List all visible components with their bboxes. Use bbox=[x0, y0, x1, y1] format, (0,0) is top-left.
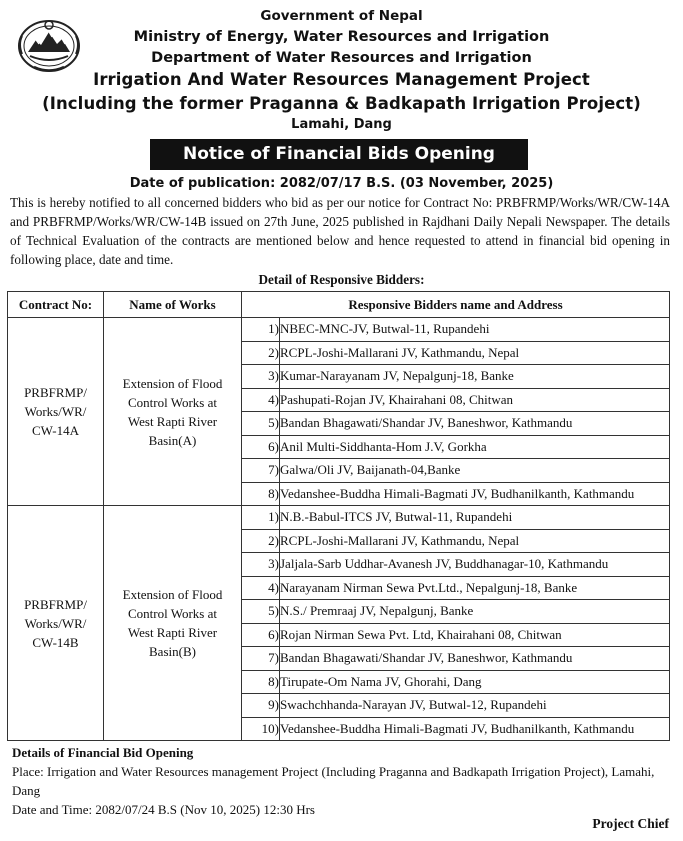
table-caption: Detail of Responsive Bidders: bbox=[258, 272, 425, 287]
works-line: Control Works at bbox=[128, 394, 217, 410]
bidder-name-address: NBEC-MNC-JV, Butwal-11, Rupandehi bbox=[280, 318, 670, 342]
bidder-name-address: Vedanshee-Buddha Himali-Bagmati JV, Budhanilkanth, Kathmandu bbox=[280, 717, 670, 741]
bidder-name-address: RCPL-Joshi-Mallarani JV, Kathmandu, Nepal bbox=[280, 529, 670, 553]
government-name: Government of Nepal bbox=[260, 8, 423, 24]
bidder-number: 7) bbox=[242, 647, 280, 671]
header-contract-no: Contract No: bbox=[8, 292, 104, 318]
bidder-number: 4) bbox=[242, 388, 280, 412]
project-location: Lamahi, Dang bbox=[291, 117, 392, 132]
responsive-bidders-table bbox=[7, 291, 670, 741]
bidder-number: 2) bbox=[242, 529, 280, 553]
bidder-number: 5) bbox=[242, 600, 280, 624]
contract-number-line: PRBFRMP/ bbox=[24, 385, 87, 400]
contract-number-cell bbox=[8, 318, 104, 506]
table-row bbox=[8, 506, 670, 530]
table-row bbox=[8, 318, 670, 342]
bidder-name-address: Bandan Bhagawati/Shandar JV, Baneshwor, Kathmandu bbox=[280, 647, 670, 671]
details-datetime: Date and Time: 2082/07/24 B.S (Nov 10, 2025) 12:30 Hrs bbox=[12, 802, 315, 817]
bidder-number: 3) bbox=[242, 365, 280, 389]
publication-date: Date of publication: 2082/07/17 B.S. (03 November, 2025) bbox=[129, 176, 554, 191]
bidder-name-address: Narayanam Nirman Sewa Pvt.Ltd., Nepalgunj-18, Banke bbox=[280, 576, 670, 600]
contract-number-cell bbox=[8, 506, 104, 741]
bidder-number: 2) bbox=[242, 341, 280, 365]
works-line: Basin(B) bbox=[149, 644, 196, 659]
notice-title-banner: Notice of Financial Bids Opening bbox=[150, 139, 528, 170]
works-line: West Rapti River bbox=[127, 625, 218, 640]
works-line: Extension of Flood bbox=[122, 587, 223, 602]
table-body bbox=[8, 318, 670, 741]
bidder-name-address: N.S./ Premraaj JV, Nepalgunj, Banke bbox=[280, 600, 670, 624]
details-heading: Details of Financial Bid Opening bbox=[12, 745, 194, 760]
bidder-name-address: N.B.-Babul-ITCS JV, Butwal-11, Rupandehi bbox=[280, 506, 670, 530]
bidder-name-address: Swachchhanda-Narayan JV, Butwal-12, Rupandehi bbox=[280, 694, 670, 718]
contract-number-line: Works/WR/ bbox=[24, 404, 87, 419]
header-responsive-bidders: Responsive Bidders name and Address bbox=[242, 292, 670, 318]
works-line: Basin(A) bbox=[148, 432, 197, 448]
bidder-number: 8) bbox=[242, 670, 280, 694]
bidder-name-address: Vedanshee-Buddha Himali-Bagmati JV, Budhanilkanth, Kathmandu bbox=[280, 482, 670, 506]
bidder-name-address: Pashupati-Rojan JV, Khairahani 08, Chitwan bbox=[280, 388, 670, 412]
details-place: Place: Irrigation and Water Resources management Project (Including Praganna and Badkapath Irrigation Project), Lamahi, Dang bbox=[12, 764, 655, 798]
bidder-name-address: Anil Multi-Siddhanta-Hom J.V, Gorkha bbox=[280, 435, 670, 459]
bidder-number: 10) bbox=[242, 717, 280, 741]
bidder-number: 6) bbox=[242, 435, 280, 459]
bidder-number: 4) bbox=[242, 576, 280, 600]
bidder-number: 7) bbox=[242, 459, 280, 483]
table-header-row bbox=[8, 292, 670, 318]
bidder-number: 6) bbox=[242, 623, 280, 647]
intro-paragraph: This is hereby notified to all concerned bidders who bid as per our notice for Contract No: PRBFRMP/Works/WR/CW-14A and PRBFRMP/Works/WR/CW-14B issued on 27th June, 2025 published in Rajdhani Daily Nepali Newspaper. The details of Technical Evaluation of the contracts are mentioned below and hence requested to attend in financial bid opening in following place, date and time. bbox=[10, 195, 670, 267]
financial-bid-opening-details bbox=[12, 743, 672, 819]
bidder-name-address: RCPL-Joshi-Mallarani JV, Kathmandu, Nepal bbox=[280, 341, 670, 365]
signature-project-chief: Project Chief bbox=[592, 816, 669, 831]
name-of-works-cell bbox=[104, 506, 242, 741]
bidder-number: 1) bbox=[242, 506, 280, 530]
bidder-number: 3) bbox=[242, 553, 280, 577]
name-of-works-cell bbox=[104, 318, 242, 506]
department-name: Department of Water Resources and Irrigation bbox=[151, 50, 532, 66]
bidder-name-address: Kumar-Narayanam JV, Nepalgunj-18, Banke bbox=[280, 365, 670, 389]
bidder-name-address: Tirupate-Om Nama JV, Ghorahi, Dang bbox=[280, 670, 670, 694]
works-line: Control Works at bbox=[128, 606, 217, 621]
ministry-name: Ministry of Energy, Water Resources and Irrigation bbox=[133, 29, 550, 45]
bidder-name-address: Bandan Bhagawati/Shandar JV, Baneshwor, Kathmandu bbox=[280, 412, 670, 436]
bidder-number: 5) bbox=[242, 412, 280, 436]
bidder-name-address: Rojan Nirman Sewa Pvt. Ltd, Khairahani 08, Chitwan bbox=[280, 623, 670, 647]
bidder-name-address: Galwa/Oli JV, Baijanath-04,Banke bbox=[280, 459, 670, 483]
bidder-name-address: Jaljala-Sarb Uddhar-Avanesh JV, Buddhanagar-10, Kathmandu bbox=[280, 553, 670, 577]
contract-number-line: Works/WR/ bbox=[24, 615, 87, 631]
works-line: West Rapti River bbox=[127, 413, 218, 429]
contract-number-line: PRBFRMP/ bbox=[24, 596, 87, 612]
bidder-number: 8) bbox=[242, 482, 280, 506]
works-line: Extension of Flood bbox=[122, 375, 223, 391]
contract-number-line: CW-14B bbox=[32, 634, 79, 650]
project-name: Irrigation And Water Resources Management Project bbox=[93, 70, 590, 89]
contract-number-line: CW-14A bbox=[32, 423, 79, 438]
project-subtitle: (Including the former Praganna & Badkapath Irrigation Project) bbox=[42, 94, 641, 113]
bidder-number: 9) bbox=[242, 694, 280, 718]
bidder-number: 1) bbox=[242, 318, 280, 342]
header-name-of-works: Name of Works bbox=[104, 292, 242, 318]
